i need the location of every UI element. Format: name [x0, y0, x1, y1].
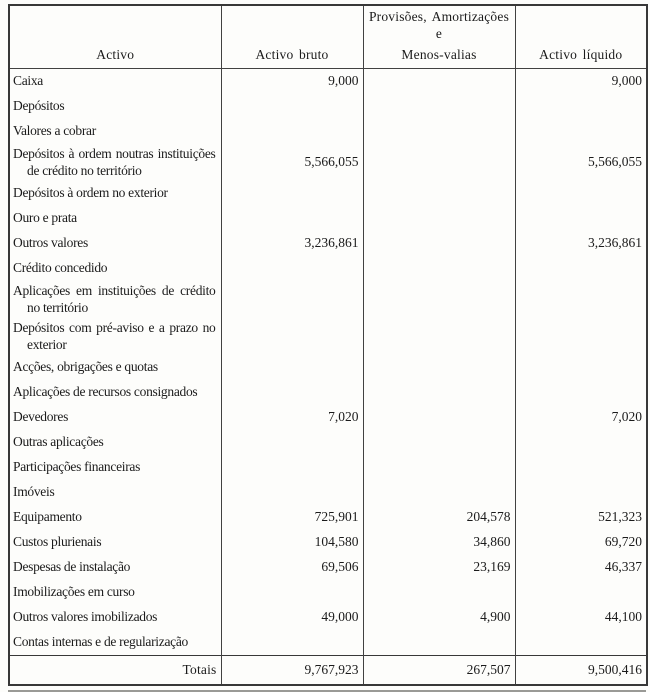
row-value-bruto [221, 181, 363, 206]
table-row [9, 69, 647, 95]
row-label: Valores a cobrar [13, 123, 96, 139]
row-label: Imóveis [13, 484, 55, 500]
row-value-liquido: 7,020 [515, 405, 647, 430]
totals-provisoes: 267,507 [363, 656, 515, 686]
row-value-liquido: 69,720 [515, 530, 647, 555]
row-value-liquido [515, 181, 647, 206]
row-value-liquido: 9,000 [515, 69, 647, 95]
row-value-liquido [515, 281, 647, 318]
table-row [9, 181, 647, 206]
row-label: Depósitos [13, 98, 65, 114]
totals-activo-liquido: 9,500,416 [515, 656, 647, 686]
row-value-liquido [515, 256, 647, 281]
row-value-liquido [515, 380, 647, 405]
row-value-provisoes: 23,169 [363, 555, 515, 580]
table-row [9, 530, 647, 555]
table-row [9, 630, 647, 656]
row-label: Outras aplicações [13, 434, 104, 450]
row-label: Aplicações de recursos consignados [13, 384, 198, 400]
row-value-bruto: 69,506 [221, 555, 363, 580]
row-value-provisoes [363, 430, 515, 455]
row-value-bruto: 9,000 [221, 69, 363, 95]
row-label: Custos plurienais [13, 534, 102, 550]
table-row [9, 480, 647, 505]
row-value-bruto: 725,901 [221, 505, 363, 530]
table-row [9, 580, 647, 605]
row-value-bruto [221, 455, 363, 480]
row-value-bruto [221, 630, 363, 656]
row-value-bruto [221, 380, 363, 405]
row-value-bruto: 3,236,861 [221, 231, 363, 256]
col-header-provisoes-line1: Provisões, Amortizações e [368, 9, 510, 41]
row-value-liquido: 521,323 [515, 505, 647, 530]
row-label: Ouro e prata [13, 210, 77, 226]
row-label: Outros valores [13, 235, 88, 251]
row-value-liquido [515, 318, 647, 355]
row-value-bruto [221, 256, 363, 281]
row-value-bruto [221, 281, 363, 318]
row-value-provisoes [363, 630, 515, 656]
table-row [9, 405, 647, 430]
row-label: Outros valores imobilizados [13, 609, 158, 625]
row-value-liquido: 3,236,861 [515, 231, 647, 256]
row-value-bruto: 5,566,055 [221, 144, 363, 181]
row-value-provisoes [363, 256, 515, 281]
totals-activo-bruto: 9,767,923 [221, 656, 363, 686]
table-row [9, 455, 647, 480]
table-row [9, 555, 647, 580]
row-value-bruto [221, 119, 363, 144]
row-label: Caixa [13, 73, 43, 89]
row-value-provisoes [363, 580, 515, 605]
totals-label: Totais [9, 656, 221, 686]
col-header-provisoes [363, 5, 515, 69]
row-value-liquido: 44,100 [515, 605, 647, 630]
row-value-provisoes [363, 206, 515, 231]
row-value-provisoes: 204,578 [363, 505, 515, 530]
row-value-bruto [221, 318, 363, 355]
table-row [9, 256, 647, 281]
row-label: Depósitos com pré-aviso e a prazo no exterior [13, 320, 216, 352]
row-value-bruto: 49,000 [221, 605, 363, 630]
row-value-provisoes [363, 380, 515, 405]
col-header-activo: Activo [9, 5, 221, 69]
table-row [9, 144, 647, 181]
table-row [9, 430, 647, 455]
row-label: Despesas de instalação [13, 559, 131, 575]
row-value-provisoes [363, 455, 515, 480]
row-label: Participações financeiras [13, 459, 141, 475]
table-row [9, 119, 647, 144]
table-body [9, 69, 647, 656]
row-value-liquido: 5,566,055 [515, 144, 647, 181]
row-value-liquido [515, 630, 647, 656]
row-value-provisoes [363, 94, 515, 119]
row-value-bruto: 104,580 [221, 530, 363, 555]
row-value-bruto [221, 355, 363, 380]
row-value-liquido [515, 480, 647, 505]
row-value-provisoes [363, 318, 515, 355]
row-value-bruto [221, 94, 363, 119]
row-value-provisoes [363, 144, 515, 181]
col-header-activo-liquido: Activo líquido [515, 5, 647, 69]
row-value-provisoes [363, 69, 515, 95]
table-row [9, 231, 647, 256]
table-row [9, 318, 647, 355]
activo-balance-table [8, 4, 648, 686]
row-value-liquido [515, 455, 647, 480]
row-value-provisoes [363, 231, 515, 256]
row-value-provisoes [363, 355, 515, 380]
row-value-provisoes [363, 405, 515, 430]
row-label: Depósitos à ordem noutras instituições de crédito no território [13, 146, 216, 178]
row-label: Crédito concedido [13, 260, 108, 276]
row-value-bruto [221, 206, 363, 231]
row-value-liquido [515, 430, 647, 455]
table-row [9, 380, 647, 405]
table-row [9, 281, 647, 318]
row-value-liquido [515, 94, 647, 119]
row-label: Depósitos à ordem no exterior [13, 185, 168, 201]
row-value-liquido [515, 580, 647, 605]
header-row [9, 5, 647, 69]
row-value-provisoes [363, 281, 515, 318]
row-label: Equipamento [13, 509, 82, 525]
row-value-provisoes [363, 480, 515, 505]
row-value-liquido [515, 206, 647, 231]
row-value-provisoes [363, 119, 515, 144]
table-header [9, 5, 647, 69]
table-row [9, 505, 647, 530]
row-label: Contas internas e de regularização [13, 634, 188, 650]
table-row [9, 355, 647, 380]
row-label: Imobilizações em curso [13, 584, 135, 600]
totals-row [9, 656, 647, 686]
row-value-provisoes: 4,900 [363, 605, 515, 630]
row-value-provisoes [363, 181, 515, 206]
row-value-bruto: 7,020 [221, 405, 363, 430]
row-value-bruto [221, 580, 363, 605]
row-value-liquido: 46,337 [515, 555, 647, 580]
row-label: Aplicações em instituições de crédito no território [13, 283, 216, 315]
row-label: Acções, obrigações e quotas [13, 359, 158, 375]
row-value-bruto [221, 430, 363, 455]
table-row [9, 206, 647, 231]
row-value-liquido [515, 119, 647, 144]
table-row [9, 94, 647, 119]
row-value-bruto [221, 480, 363, 505]
row-value-liquido [515, 355, 647, 380]
row-value-provisoes: 34,860 [363, 530, 515, 555]
row-label: Devedores [13, 409, 69, 425]
col-header-activo-bruto: Activo bruto [221, 5, 363, 69]
col-header-provisoes-line2: Menos-valias [401, 47, 477, 62]
table-row [9, 605, 647, 630]
table-footer [9, 656, 647, 686]
